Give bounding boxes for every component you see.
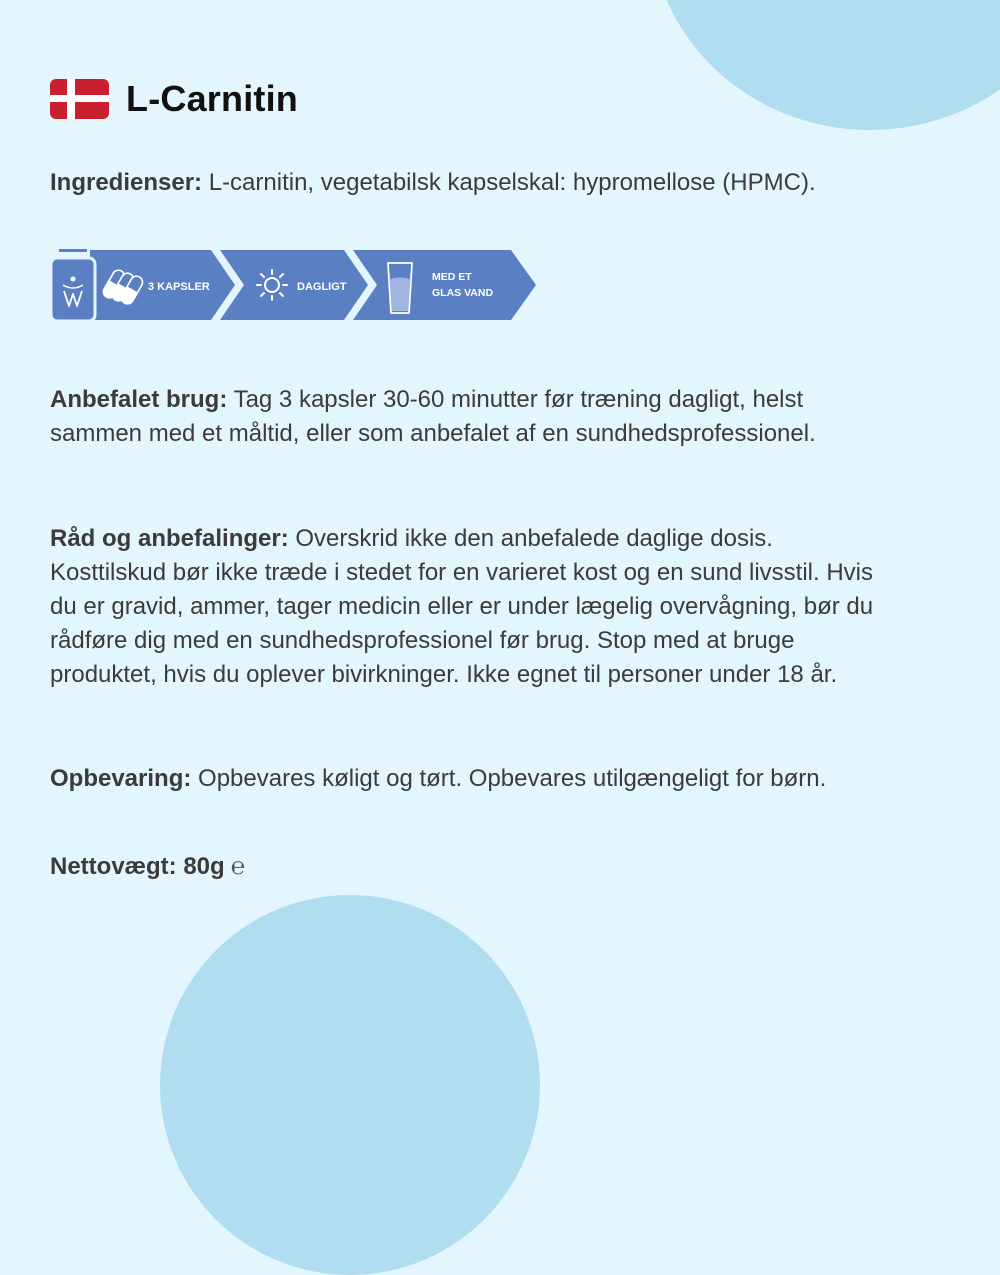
usage-text: Tag 3 kapsler 30-60 minutter før træning dagligt, helst sammen med et måltid, eller som anbefalet af en sundhedsprofessionel. bbox=[50, 386, 816, 447]
svg-text:DAGLIGT: DAGLIGT bbox=[297, 281, 347, 293]
ingredients-text: L-carnitin, vegetabilsk kapselskal: hypromellose (HPMC). bbox=[202, 169, 816, 196]
storage-section bbox=[50, 762, 910, 796]
ingredients-section bbox=[50, 166, 950, 200]
decorative-circle-top bbox=[650, 0, 1000, 130]
denmark-flag-icon bbox=[50, 79, 109, 119]
advice-section bbox=[50, 522, 880, 692]
dosage-banner bbox=[48, 244, 548, 326]
supplement-bottle-icon bbox=[51, 248, 95, 321]
storage-text: Opbevares køligt og tørt. Opbevares utilgængeligt for børn. bbox=[191, 765, 827, 792]
usage-section bbox=[50, 383, 880, 451]
usage-label: Anbefalet brug: bbox=[50, 386, 228, 413]
storage-label: Opbevaring: bbox=[50, 765, 192, 792]
svg-text:MED ET: MED ET bbox=[432, 271, 472, 283]
net-weight-section bbox=[50, 849, 950, 884]
svg-text:3 KAPSLER: 3 KAPSLER bbox=[148, 281, 210, 293]
advice-label: Råd og anbefalinger: bbox=[50, 525, 289, 552]
product-title: L-Carnitin bbox=[126, 78, 298, 119]
product-header bbox=[50, 78, 298, 120]
decorative-circle-bottom bbox=[160, 895, 540, 1275]
advice-text: Overskrid ikke den anbefalede daglige dosis. Kosttilskud bør ikke træde i stedet for en varieret kost og en sund livsstil. Hvis du er gravid, ammer, tager medicin eller er under lægelig overvågning, bør du rådføre dig med en sundhedsprofessionel før brug. Stop med at bruge produktet, hvis du oplever bivirkninger. Ikke egnet til personer under 18 år. bbox=[50, 525, 874, 688]
net-weight-label: Nettovægt: 80g bbox=[50, 853, 225, 880]
svg-text:GLAS VAND: GLAS VAND bbox=[432, 287, 494, 299]
ingredients-label: Ingredienser: bbox=[50, 169, 203, 196]
estimated-sign-icon: ℮ bbox=[230, 852, 246, 880]
